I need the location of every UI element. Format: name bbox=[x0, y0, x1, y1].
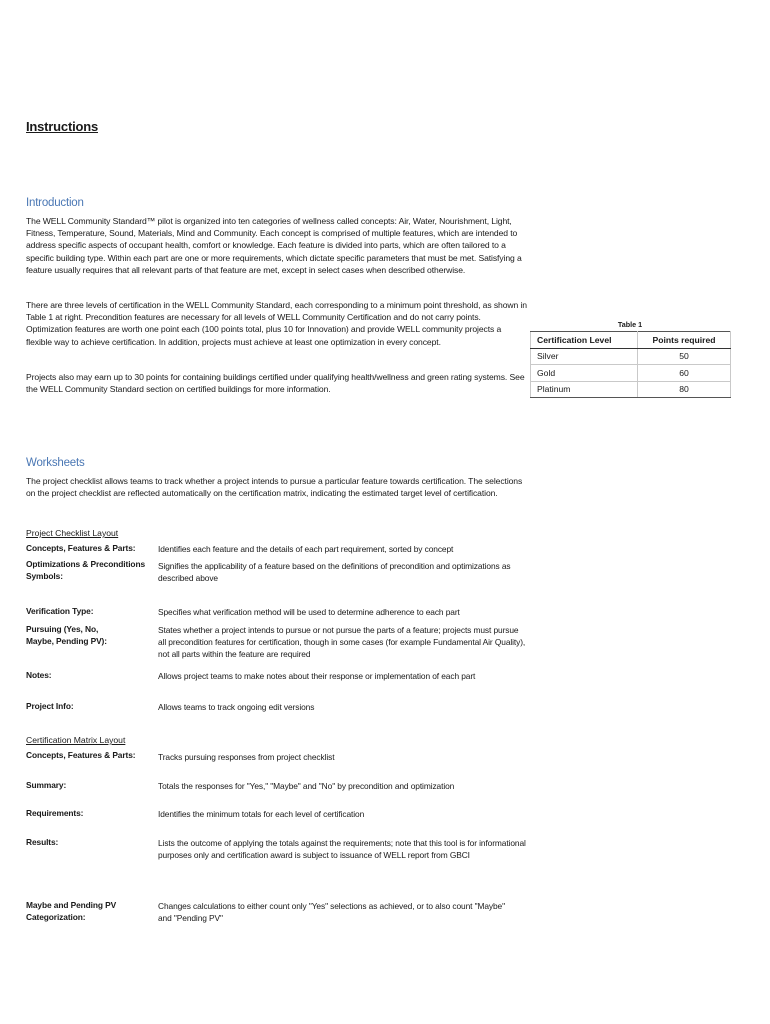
matrix-label: Summary: bbox=[26, 780, 67, 790]
matrix-description: Lists the outcome of applying the totals against the requirements; note that this tool is for informational purposes only and certification award is subject to issuance of WELL report from GBCI bbox=[158, 838, 526, 861]
table-row bbox=[531, 365, 731, 382]
introduction-heading: Introduction bbox=[26, 197, 84, 209]
worksheets-heading: Worksheets bbox=[26, 457, 85, 469]
matrix-description: Tracks pursuing responses from project checklist bbox=[158, 752, 335, 762]
matrix-label: Concepts, Features & Parts: bbox=[26, 750, 136, 760]
matrix-label: Requirements: bbox=[26, 808, 84, 818]
introduction-paragraph-1: The WELL Community Standard™ pilot is organized into ten categories of wellness called concepts: Air, Water, Nourishment, Light, Fitness, Temperature, Sound, Materials, Mind and Community. Each concept is comprised of multiple features, which are intended to address specific aspects of occupant health, comfort or knowledge. Each feature is divided into parts, which are often tailored to a specific building type. Within each part are one or more requirements, which dictate specific parameters that must be met. Satisfying a feature usually requires that all relevant parts of that feature are met, except in select cases when described otherwise. bbox=[26, 216, 522, 275]
checklist-description: Allows project teams to make notes about their response or implementation of each part bbox=[158, 671, 476, 681]
column-header-points: Points required bbox=[638, 332, 731, 349]
checklist-label: Pursuing (Yes, No, Maybe, Pending PV): bbox=[26, 624, 107, 646]
matrix-description: Totals the responses for "Yes," "Maybe" and "No" by precondition and optimization bbox=[158, 781, 455, 791]
table-header-row bbox=[531, 332, 731, 349]
worksheets-paragraph: The project checklist allows teams to track whether a project intends to pursue a particular feature towards certification. The selections on the project checklist are reflected automatically on the certification matrix, indicating the estimated target level of certification. bbox=[26, 476, 523, 499]
introduction-paragraph-3: Projects also may earn up to 30 points for containing buildings certified under qualifying health/wellness and green rating systems. See the WELL Community Standard section on certified buildings for more information. bbox=[26, 372, 525, 395]
checklist-label: Optimizations & Preconditions Symbols: bbox=[26, 559, 146, 581]
checklist-description: States whether a project intends to pursue or not pursue the parts of a feature; projects must pursue all precondition features for certification, though in some cases (for example Fundamental Air Quality), not all parts within the feature are required bbox=[158, 625, 526, 660]
checklist-description: Identifies each feature and the details of each part requirement, sorted by concept bbox=[158, 544, 454, 554]
checklist-description: Signifies the applicability of a feature based on the definitions of precondition and optimizations as described above bbox=[158, 561, 511, 584]
matrix-label: Maybe and Pending PV Categorization: bbox=[26, 900, 117, 922]
column-header-level: Certification Level bbox=[531, 332, 638, 349]
points-cell: 50 bbox=[638, 348, 731, 365]
checklist-label: Project Info: bbox=[26, 701, 74, 711]
checklist-description: Specifies what verification method will be used to determine adherence to each part bbox=[158, 607, 460, 617]
matrix-description: Identifies the minimum totals for each level of certification bbox=[158, 809, 365, 819]
level-cell: Silver bbox=[531, 348, 638, 365]
level-cell: Gold bbox=[531, 365, 638, 382]
checklist-label: Verification Type: bbox=[26, 606, 94, 616]
level-cell: Platinum bbox=[531, 381, 638, 398]
points-cell: 60 bbox=[638, 365, 731, 382]
matrix-label: Results: bbox=[26, 837, 59, 847]
matrix-description: Changes calculations to either count only "Yes" selections as achieved, or to also count "Maybe" and "Pending PV" bbox=[158, 901, 505, 924]
table-row bbox=[531, 348, 731, 365]
introduction-paragraph-2: There are three levels of certification in the WELL Community Standard, each corresponding to a minimum point threshold, as shown in Table 1 at right. Precondition features are necessary for all levels of WELL Community Certification and do not carry points. Optimization features are worth one point each (100 points total, plus 10 for Innovation) and provide WELL community projects a flexible way to achieve certification. In addition, projects must achieve at least one optimization in every concept. bbox=[26, 300, 527, 347]
table-row bbox=[531, 381, 731, 398]
checklist-label: Notes: bbox=[26, 670, 52, 680]
page-title: Instructions bbox=[26, 119, 98, 134]
points-cell: 80 bbox=[638, 381, 731, 398]
checklist-layout-heading: Project Checklist Layout bbox=[26, 528, 119, 538]
matrix-layout-heading: Certification Matrix Layout bbox=[26, 735, 126, 745]
certification-table bbox=[530, 331, 731, 398]
checklist-description: Allows teams to track ongoing edit versions bbox=[158, 702, 315, 712]
table-caption: Table 1 bbox=[617, 320, 643, 329]
checklist-label: Concepts, Features & Parts: bbox=[26, 543, 136, 553]
